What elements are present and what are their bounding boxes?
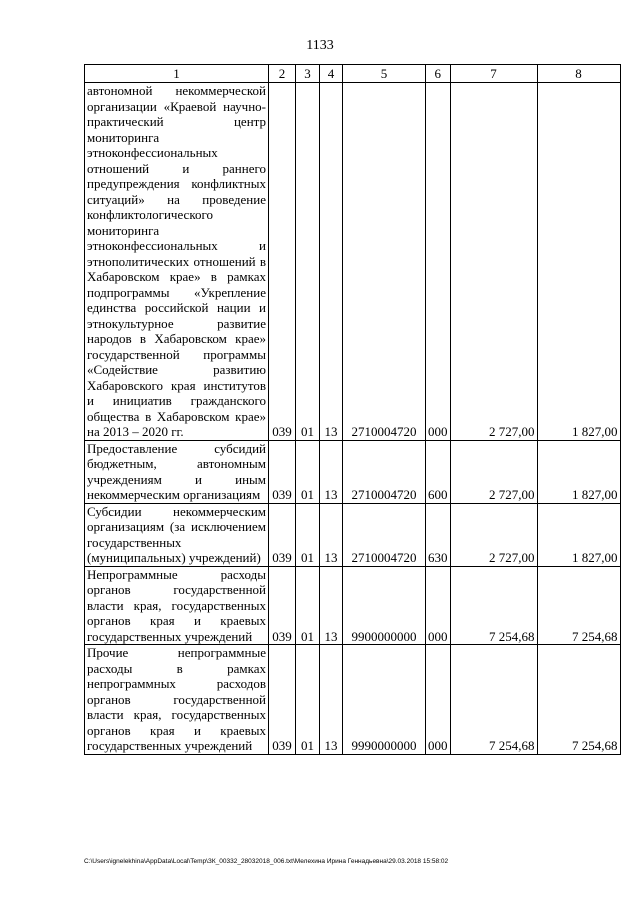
row-name: Предоставление субсидий бюджетным, автономным учреждениям и иным некоммерческим организациям (85, 440, 269, 503)
cell-target-article: 9900000000 (343, 566, 426, 645)
cell-amount-1: 2 727,00 (450, 83, 537, 441)
cell-target-article: 2710004720 (343, 440, 426, 503)
cell-amount-1: 7 254,68 (450, 645, 537, 755)
cell-subsection: 13 (320, 83, 343, 441)
cell-section: 01 (296, 440, 320, 503)
column-header: 6 (426, 65, 451, 83)
column-header: 4 (320, 65, 343, 83)
table-row (85, 83, 621, 441)
column-header: 5 (343, 65, 426, 83)
row-name: Прочие непрограммные расходы в рамках непрограммных расходов органов государственной власти края, государственных органов края и краевых государственных учреждений (85, 645, 269, 755)
cell-subsection: 13 (320, 566, 343, 645)
cell-ministry-code: 039 (269, 440, 296, 503)
budget-table (84, 64, 621, 755)
table-row (85, 645, 621, 755)
cell-expense-type: 630 (426, 503, 451, 566)
cell-section: 01 (296, 83, 320, 441)
cell-expense-type: 000 (426, 645, 451, 755)
page-number: 1133 (306, 38, 334, 53)
cell-amount-2: 7 254,68 (537, 566, 620, 645)
cell-subsection: 13 (320, 645, 343, 755)
cell-target-article: 9990000000 (343, 645, 426, 755)
row-name: Непрограммные расходы органов государственной власти края, государственных органов края и краевых государственных учреждений (85, 566, 269, 645)
table-row (85, 440, 621, 503)
cell-subsection: 13 (320, 440, 343, 503)
cell-amount-2: 7 254,68 (537, 645, 620, 755)
cell-amount-1: 7 254,68 (450, 566, 537, 645)
cell-ministry-code: 039 (269, 566, 296, 645)
row-name: Субсидии некоммерческим организациям (за исключением государственных (муниципальных) учреждений) (85, 503, 269, 566)
column-header: 2 (269, 65, 296, 83)
cell-target-article: 2710004720 (343, 503, 426, 566)
cell-expense-type: 000 (426, 566, 451, 645)
column-header: 7 (450, 65, 537, 83)
file-path-footer: C:\Users\ignelekhina\AppData\Local\Temp\ЗК_00332_28032018_006.txt\Мелехина Ирина Геннадьевна\29.03.2018 15:58:02 (84, 858, 449, 865)
cell-section: 01 (296, 645, 320, 755)
cell-amount-1: 2 727,00 (450, 440, 537, 503)
cell-subsection: 13 (320, 503, 343, 566)
table-row (85, 566, 621, 645)
cell-ministry-code: 039 (269, 645, 296, 755)
cell-section: 01 (296, 566, 320, 645)
cell-expense-type: 000 (426, 83, 451, 441)
cell-ministry-code: 039 (269, 503, 296, 566)
column-header: 8 (537, 65, 620, 83)
table-header-row (85, 65, 621, 83)
cell-amount-2: 1 827,00 (537, 503, 620, 566)
cell-section: 01 (296, 503, 320, 566)
cell-expense-type: 600 (426, 440, 451, 503)
cell-amount-1: 2 727,00 (450, 503, 537, 566)
cell-ministry-code: 039 (269, 83, 296, 441)
column-header: 1 (85, 65, 269, 83)
column-header: 3 (296, 65, 320, 83)
cell-target-article: 2710004720 (343, 83, 426, 441)
row-name: автономной некоммерческой организации «Краевой научно-практический центр мониторинга этноконфессиональных отношений и раннего предупреждения конфликтных ситуаций» на проведение конфликтологического мониторинга этноконфессиональных и этнополитических отношений в Хабаровском крае» в рамках подпрограммы «Укрепление единства российской нации и этнокультурное развитие народов в Хабаровском крае» государственной программы «Содействие развитию Хабаровского края институтов и инициатив гражданского общества в Хабаровском крае» на 2013 – 2020 гг. (85, 83, 269, 441)
cell-amount-2: 1 827,00 (537, 83, 620, 441)
table-row (85, 503, 621, 566)
cell-amount-2: 1 827,00 (537, 440, 620, 503)
